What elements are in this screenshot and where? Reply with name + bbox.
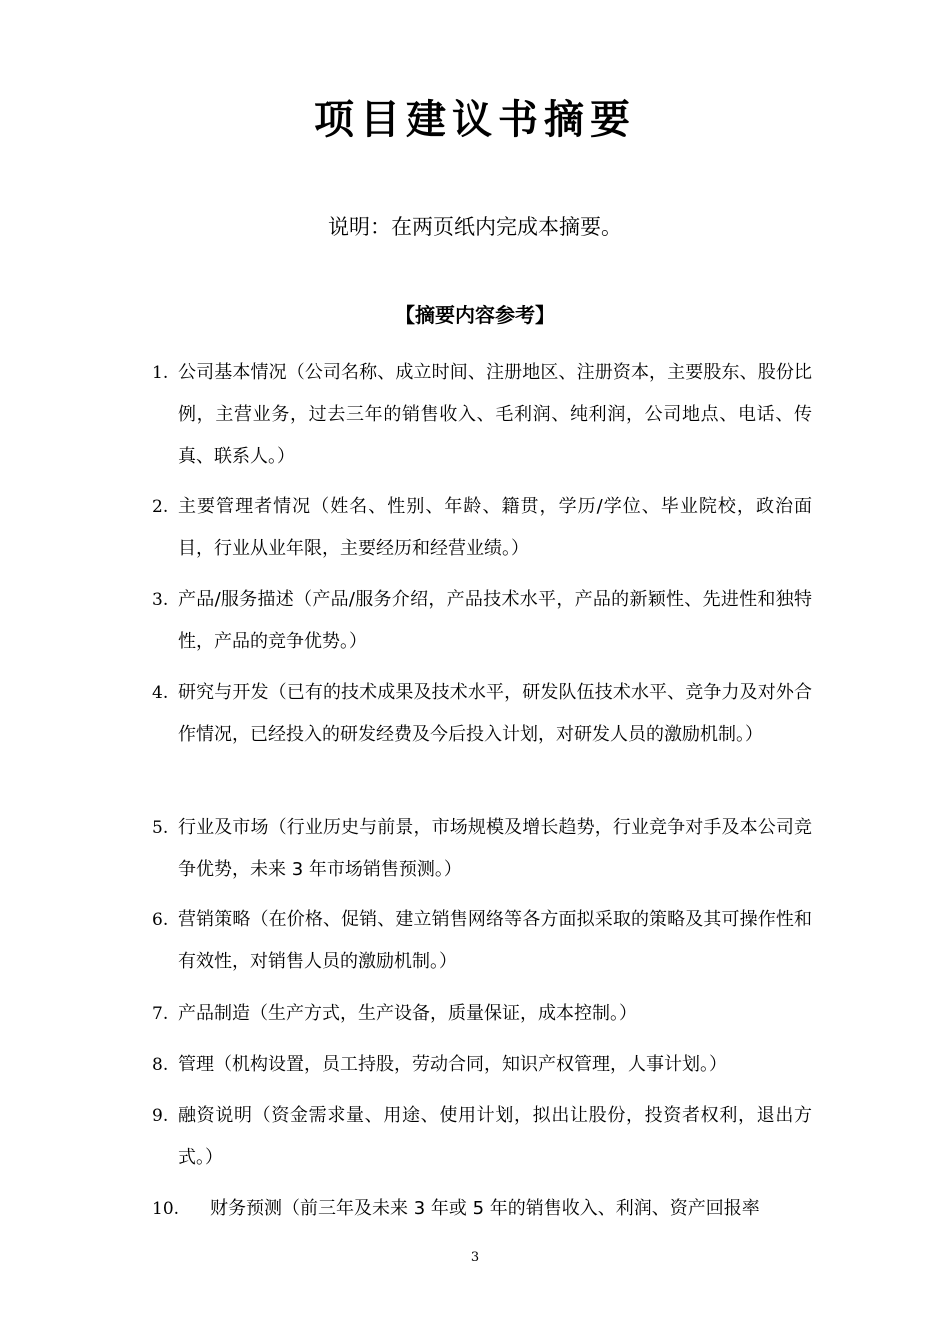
list-item-number: 9. (152, 1106, 169, 1126)
list-item-text: 营销策略（在价格、促销、建立销售网络等各方面拟采取的策略及其可操作性和有效性，对销售人员的激励机制。） (178, 909, 812, 972)
list-item-number: 2. (152, 497, 169, 517)
list-item (152, 352, 812, 478)
document-title: 项目建议书摘要 (314, 97, 636, 143)
list-item (152, 1095, 812, 1179)
list-item-number: 7. (152, 1004, 169, 1024)
list-item-text: 产品/服务描述（产品/服务介绍，产品技术水平，产品的新颖性、先进性和独特性，产品的竞争优势。） (178, 589, 812, 652)
list-item-text: 融资说明（资金需求量、用途、使用计划，拟出让股份，投资者权利，退出方式。） (178, 1105, 812, 1168)
instruction-note: 说明：在两页纸内完成本摘要。 (328, 215, 622, 239)
list-item (152, 993, 812, 1035)
list-item-text: 行业及市场（行业历史与前景，市场规模及增长趋势，行业竞争对手及本公司竞争优势，未来 3 年市场销售预测。） (178, 817, 812, 880)
list-item-number: 3. (152, 590, 169, 610)
list-item-text: 产品制造（生产方式，生产设备，质量保证，成本控制。） (178, 1003, 637, 1024)
list-item (152, 486, 812, 570)
list-item-text: 管理（机构设置，员工持股，劳动合同，知识产权管理，人事计划。） (178, 1054, 727, 1075)
list-item-number: 6. (152, 910, 169, 930)
list-item-number: 10. (152, 1199, 180, 1219)
list-item-text: 公司基本情况（公司名称、成立时间、注册地区、注册资本，主要股东、股份比例，主营业务，过去三年的销售收入、毛利润、纯利润，公司地点、电话、传真、联系人。） (178, 362, 812, 467)
list-item (152, 899, 812, 983)
list-item-text: 财务预测（前三年及未来 3 年或 5 年的销售收入、利润、资产回报率 (210, 1198, 760, 1219)
list-item-number: 8. (152, 1055, 169, 1075)
list-item-number: 4. (152, 683, 169, 703)
list-item-text: 研究与开发（已有的技术成果及技术水平，研发队伍技术水平、竞争力及对外合作情况，已经投入的研发经费及今后投入计划，对研发人员的激励机制。） (178, 682, 812, 745)
list-item-number: 5. (152, 818, 169, 838)
list-item (152, 579, 812, 663)
list-item-text: 主要管理者情况（姓名、性别、年龄、籍贯，学历/学位、毕业院校，政治面目，行业从业年限，主要经历和经营业绩。） (178, 496, 812, 559)
list-item (152, 672, 812, 756)
page-number: 3 (470, 1250, 480, 1265)
list-item (152, 807, 812, 891)
list-item (152, 1044, 812, 1086)
list-item-number: 1. (152, 363, 169, 383)
list-item (152, 1188, 812, 1230)
section-heading: 【摘要内容参考】 (395, 303, 555, 327)
